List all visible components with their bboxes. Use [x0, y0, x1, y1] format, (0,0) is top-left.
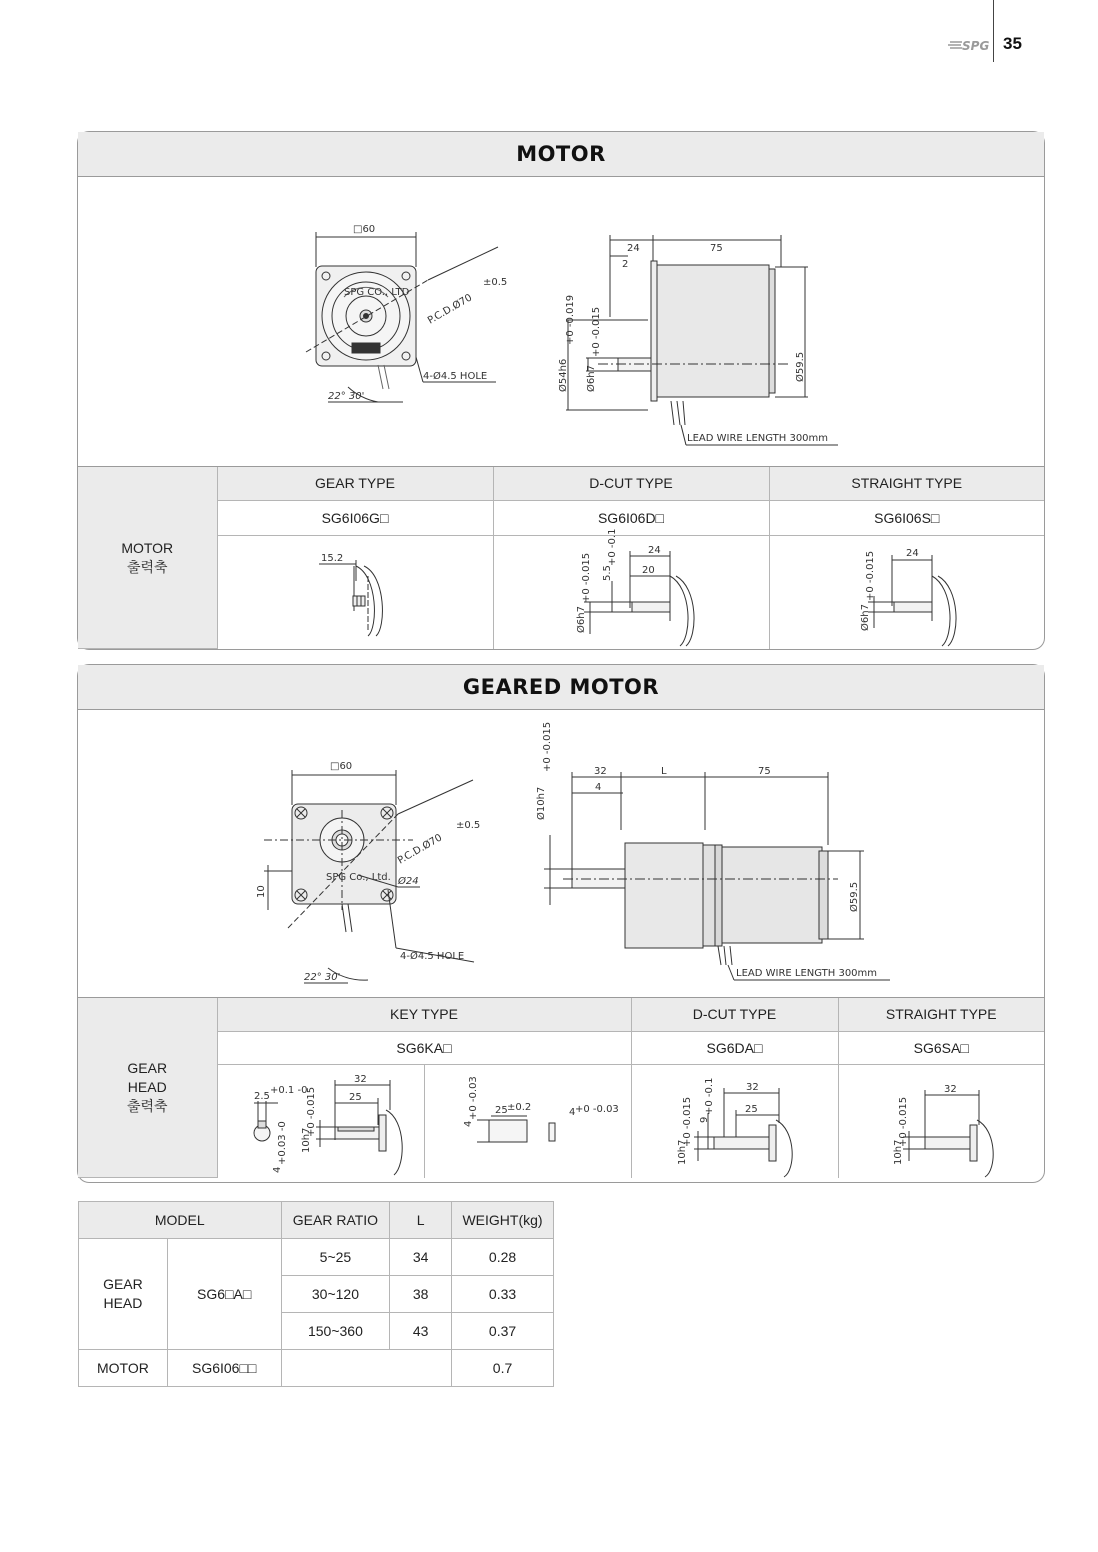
- key-part-w: 4: [568, 1106, 575, 1118]
- col-weight: WEIGHT(kg): [452, 1202, 554, 1239]
- geared-front-brand: SPG Co., Ltd.: [326, 872, 391, 883]
- motor-model-straight: SG6I06S□: [769, 500, 1044, 535]
- motor-type-dcut: D-CUT TYPE: [493, 467, 769, 500]
- geared-drawing: [78, 710, 1044, 998]
- dcut-flat-tol: +0 -0.1: [606, 528, 618, 566]
- motor-type-straight: STRAIGHT TYPE: [769, 467, 1044, 500]
- page-number: 35: [1003, 34, 1022, 53]
- key-shaft-32: 32: [353, 1073, 367, 1085]
- gearhead-model-key: SG6KA□: [217, 1031, 631, 1064]
- key-shaft-4-tol: +0.03 -0: [276, 1120, 288, 1165]
- col-gear-ratio: GEAR RATIO: [281, 1202, 390, 1239]
- straight-dia-tol: +0 -0.015: [864, 550, 876, 601]
- geared-side-shaft-tol: +0 -0.015: [542, 721, 553, 772]
- gearhead-straight-shaft-cell: [838, 1064, 1044, 1178]
- straight-shaft-drawing: [770, 536, 1045, 649]
- motor-side-shaft-tol: +0 -0.015: [591, 306, 602, 357]
- gearhead-dcut-shaft-cell: [631, 1064, 838, 1178]
- motor-title: MOTOR: [78, 132, 1044, 177]
- key-part-len: 25: [494, 1104, 508, 1116]
- motor-output-shaft-label: [78, 467, 217, 649]
- geared-side-75: 75: [758, 766, 771, 777]
- gear-head-label-2: HEAD: [103, 1295, 143, 1311]
- header-divider: [993, 0, 994, 62]
- gearhead-straight-drawing: [839, 1065, 1045, 1178]
- motor-row-model: SG6I06□□: [167, 1350, 281, 1387]
- geared-front-pcd: P.C.D.Ø70: [396, 832, 445, 867]
- key-shaft-drawing: [218, 1065, 425, 1178]
- motor-side-flange-tol: +0 -0.019: [565, 294, 576, 345]
- motor-model-dcut: SG6I06D□: [493, 500, 769, 535]
- gearhead-model-dcut: SG6DA□: [631, 1031, 838, 1064]
- gearhead-side-label-ko: 출력축: [126, 1098, 168, 1114]
- col-L: L: [390, 1202, 452, 1239]
- table-row-ratio: 30~120: [281, 1276, 390, 1313]
- motor-row-label: MOTOR: [79, 1350, 168, 1387]
- gh-dcut-25: 25: [744, 1103, 758, 1115]
- table-row-weight: 0.33: [452, 1276, 554, 1313]
- gearhead-model-straight: SG6SA□: [838, 1031, 1044, 1064]
- geared-side-view: [544, 772, 890, 980]
- motor-row-weight: 0.7: [452, 1350, 554, 1387]
- key-part-h: 4: [462, 1120, 474, 1127]
- gh-dcut-dia: 10h7: [676, 1139, 688, 1165]
- gh-straight-dia: 10h7: [892, 1139, 904, 1165]
- dcut-dia: Ø6h7: [575, 605, 587, 633]
- table-row-L: 38: [390, 1276, 452, 1313]
- gear-head-label: [79, 1239, 168, 1350]
- key-part-h-tol: +0 -0.03: [467, 1075, 479, 1120]
- geared-front-offset: 10: [256, 885, 267, 898]
- key-shaft-2-5-tol: +0.1 -0: [269, 1084, 307, 1096]
- geared-front-angle: 22° 30': [304, 972, 341, 983]
- svg-text:SPG: SPG: [962, 39, 990, 53]
- gearhead-type-key: KEY TYPE: [217, 998, 631, 1031]
- gh-dcut-dia-tol: +0 -0.015: [681, 1096, 693, 1147]
- motor-side-view: [566, 235, 838, 445]
- motor-side-2: 2: [622, 259, 629, 270]
- table-row-L: 43: [390, 1313, 452, 1350]
- gh-dcut-32: 32: [745, 1081, 759, 1093]
- motor-side-flange-dia: Ø54h6: [558, 358, 569, 392]
- straight-dia: Ø6h7: [859, 603, 871, 631]
- geared-front-square: □60: [330, 761, 353, 772]
- gearhead-key-part-cell: [424, 1064, 631, 1178]
- gh-straight-32: 32: [943, 1083, 957, 1095]
- key-shaft-25: 25: [348, 1091, 362, 1103]
- key-part-len-tol: ±0.2: [506, 1101, 531, 1113]
- motor-front-hole: 4-Ø4.5 HOLE: [423, 371, 488, 382]
- geared-front-pcd-tol: ±0.5: [456, 820, 481, 831]
- motor-shaft-gear-cell: [217, 535, 493, 649]
- table-row-weight: 0.37: [452, 1313, 554, 1350]
- dcut-shaft-drawing: [494, 528, 770, 649]
- motor-front-square: □60: [353, 224, 376, 235]
- key-part-w-tol: +0 -0.03: [574, 1103, 619, 1115]
- motor-drawing: [78, 177, 1044, 467]
- key-shaft-dia: 10h7: [300, 1127, 312, 1153]
- gear-head-model: SG6□A□: [167, 1239, 281, 1350]
- motor-side-label: MOTOR: [121, 539, 174, 556]
- model-weight-table: [78, 1201, 554, 1387]
- motor-shaft-straight-cell: [769, 535, 1044, 649]
- motor-dimension-drawing: [78, 177, 1044, 466]
- gearhead-side-label-1: GEAR: [127, 1060, 168, 1076]
- motor-front-angle: 22° 30': [328, 391, 365, 402]
- gearhead-type-dcut: D-CUT TYPE: [631, 998, 838, 1031]
- geared-side-shaft-dia: Ø10h7: [536, 786, 547, 820]
- gh-dcut-9-tol: +0 -0.1: [703, 1077, 715, 1115]
- motor-model-gear: SG6I06G□: [217, 500, 493, 535]
- spg-logo: [948, 36, 990, 54]
- gearhead-dcut-drawing: [632, 1065, 839, 1178]
- gear-shaft-drawing: [218, 536, 494, 649]
- dcut-total: 24: [647, 544, 661, 556]
- geared-side-L: L: [661, 766, 667, 777]
- gearhead-output-shaft-label: [78, 998, 217, 1178]
- geared-side-32: 32: [594, 766, 607, 777]
- motor-panel: [77, 131, 1045, 650]
- straight-length: 24: [905, 547, 919, 559]
- motor-front-brand: SPG CO., LTD: [344, 287, 410, 298]
- table-row-weight: 0.28: [452, 1239, 554, 1276]
- gearhead-type-table: [78, 998, 1044, 1178]
- key-shaft-2-5: 2.5: [253, 1090, 270, 1102]
- gh-dcut-9: 9: [698, 1116, 710, 1123]
- dcut-dia-tol: +0 -0.015: [580, 552, 592, 603]
- col-model: MODEL: [79, 1202, 282, 1239]
- key-shaft-4: 4: [271, 1166, 283, 1173]
- geared-front-hole: 4-Ø4.5 HOLE: [400, 951, 465, 962]
- gearhead-key-shaft-cell: [217, 1064, 424, 1178]
- geared-side-body-dia: Ø59.5: [849, 881, 860, 912]
- key-part-drawing: [425, 1065, 632, 1178]
- motor-type-table: [78, 467, 1044, 649]
- gearhead-side-label-2: HEAD: [127, 1079, 167, 1095]
- geared-title: GEARED MOTOR: [78, 665, 1044, 710]
- motor-type-gear: GEAR TYPE: [217, 467, 493, 500]
- motor-front-pcd: P.C.D.Ø70: [426, 292, 475, 327]
- geared-side-lead: LEAD WIRE LENGTH 300mm: [736, 968, 878, 979]
- motor-row-empty: [281, 1350, 452, 1387]
- motor-side-shaft-dia: Ø6h7: [586, 365, 597, 392]
- motor-shaft-dcut-cell: [493, 528, 769, 649]
- geared-motor-panel: [77, 664, 1045, 1183]
- table-row-ratio: 5~25: [281, 1239, 390, 1276]
- motor-side-body-dia: Ø59.5: [795, 351, 806, 382]
- gh-straight-dia-tol: +0 -0.015: [897, 1096, 909, 1147]
- table-row-ratio: 150~360: [281, 1313, 390, 1350]
- gear-shaft-length: 15.2: [320, 552, 343, 564]
- motor-side-lead: LEAD WIRE LENGTH 300mm: [687, 433, 829, 444]
- table-row-L: 34: [390, 1239, 452, 1276]
- key-shaft-dia-tol: +0 -0.015: [305, 1086, 317, 1137]
- dcut-flat: 5.5: [601, 564, 613, 581]
- motor-front-pcd-tol: ±0.5: [483, 277, 508, 288]
- gear-head-label-1: GEAR: [103, 1276, 143, 1292]
- motor-side-24: 24: [627, 243, 640, 254]
- geared-front-boss: Ø24: [398, 876, 419, 887]
- geared-side-4: 4: [595, 782, 602, 793]
- motor-side-75: 75: [710, 243, 723, 254]
- geared-dimension-drawing: [78, 710, 1044, 997]
- gearhead-type-straight: STRAIGHT TYPE: [838, 998, 1044, 1031]
- dcut-cut: 20: [641, 564, 655, 576]
- motor-side-label-ko: 출력축: [126, 558, 168, 575]
